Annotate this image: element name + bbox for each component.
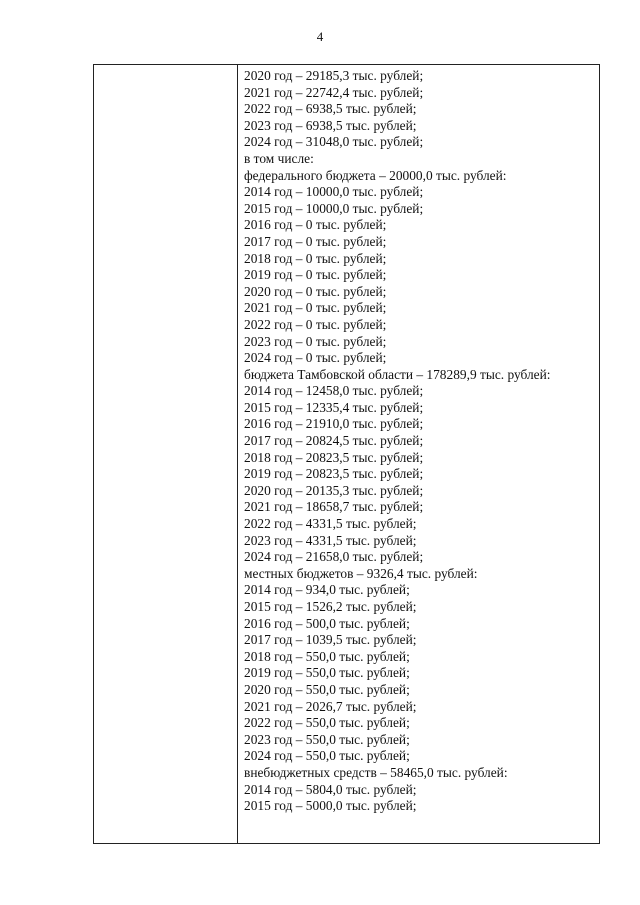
text-line: 2024 год – 31048,0 тыс. рублей; (244, 134, 424, 150)
text-line: 2024 год – 0 тыс. рублей; (244, 350, 387, 366)
text-line: 2022 год – 550,0 тыс. рублей; (244, 715, 410, 731)
text-line: 2017 год – 0 тыс. рублей; (244, 233, 387, 249)
funding-text-cell (244, 68, 595, 815)
text-line: 2023 год – 550,0 тыс. рублей; (244, 731, 410, 747)
text-line: 2020 год – 550,0 тыс. рублей; (244, 681, 410, 697)
text-line: 2020 год – 29185,3 тыс. рублей; (244, 68, 424, 83)
text-line: 2014 год – 10000,0 тыс. рублей; (244, 184, 424, 200)
text-line: 2018 год – 0 тыс. рублей; (244, 250, 387, 266)
text-line: 2021 год – 22742,4 тыс. рублей; (244, 84, 424, 100)
text-line: 2019 год – 0 тыс. рублей; (244, 267, 387, 283)
text-line: 2016 год – 21910,0 тыс. рублей; (244, 416, 424, 432)
text-line: 2020 год – 0 тыс. рублей; (244, 283, 387, 299)
text-line: 2021 год – 0 тыс. рублей; (244, 300, 387, 316)
text-line: 2022 год – 6938,5 тыс. рублей; (244, 101, 417, 117)
text-line: 2016 год – 500,0 тыс. рублей; (244, 615, 410, 631)
text-line: 2015 год – 10000,0 тыс. рублей; (244, 200, 424, 216)
text-line: 2014 год – 934,0 тыс. рублей; (244, 582, 410, 598)
text-line: 2016 год – 0 тыс. рублей; (244, 217, 387, 233)
text-line: внебюджетных средств – 58465,0 тыс. рублей: (244, 764, 508, 780)
text-line: 2015 год – 5000,0 тыс. рублей; (244, 798, 417, 814)
funding-table (93, 64, 600, 844)
text-line: 2021 год – 18658,7 тыс. рублей; (244, 499, 424, 515)
text-line: бюджета Тамбовской области – 178289,9 тыс. рублей: (244, 366, 551, 382)
text-line: 2022 год – 4331,5 тыс. рублей; (244, 516, 417, 532)
text-line: 2014 год – 12458,0 тыс. рублей; (244, 383, 424, 399)
page-number: 4 (316, 29, 324, 44)
text-line: 2023 год – 0 тыс. рублей; (244, 333, 387, 349)
text-line: 2015 год – 1526,2 тыс. рублей; (244, 599, 417, 614)
text-line: в том числе: (244, 150, 314, 166)
text-line: 2023 год – 4331,5 тыс. рублей; (244, 532, 417, 548)
text-line: 2019 год – 20823,5 тыс. рублей; (244, 466, 424, 482)
text-line: 2018 год – 20823,5 тыс. рублей; (244, 449, 424, 465)
text-line: 2018 год – 550,0 тыс. рублей; (244, 648, 410, 664)
text-line: 2024 год – 550,0 тыс. рублей; (244, 748, 410, 764)
text-line: 2022 год – 0 тыс. рублей; (244, 316, 387, 332)
text-line: 2017 год – 20824,5 тыс. рублей; (244, 433, 424, 449)
text-line: 2019 год – 550,0 тыс. рублей; (244, 665, 410, 681)
text-line: 2024 год – 21658,0 тыс. рублей; (244, 549, 424, 565)
text-line: 2014 год – 5804,0 тыс. рублей; (244, 781, 417, 797)
text-line: 2021 год – 2026,7 тыс. рублей; (244, 698, 417, 714)
text-line: местных бюджетов – 9326,4 тыс. рублей: (244, 565, 478, 581)
text-line: 2023 год – 6938,5 тыс. рублей; (244, 117, 417, 133)
text-line: 2017 год – 1039,5 тыс. рублей; (244, 632, 417, 648)
column-divider (237, 65, 238, 843)
text-line: 2020 год – 20135,3 тыс. рублей; (244, 482, 424, 498)
text-line: федерального бюджета – 20000,0 тыс. рублей: (244, 167, 507, 183)
text-line: 2015 год – 12335,4 тыс. рублей; (244, 399, 424, 415)
